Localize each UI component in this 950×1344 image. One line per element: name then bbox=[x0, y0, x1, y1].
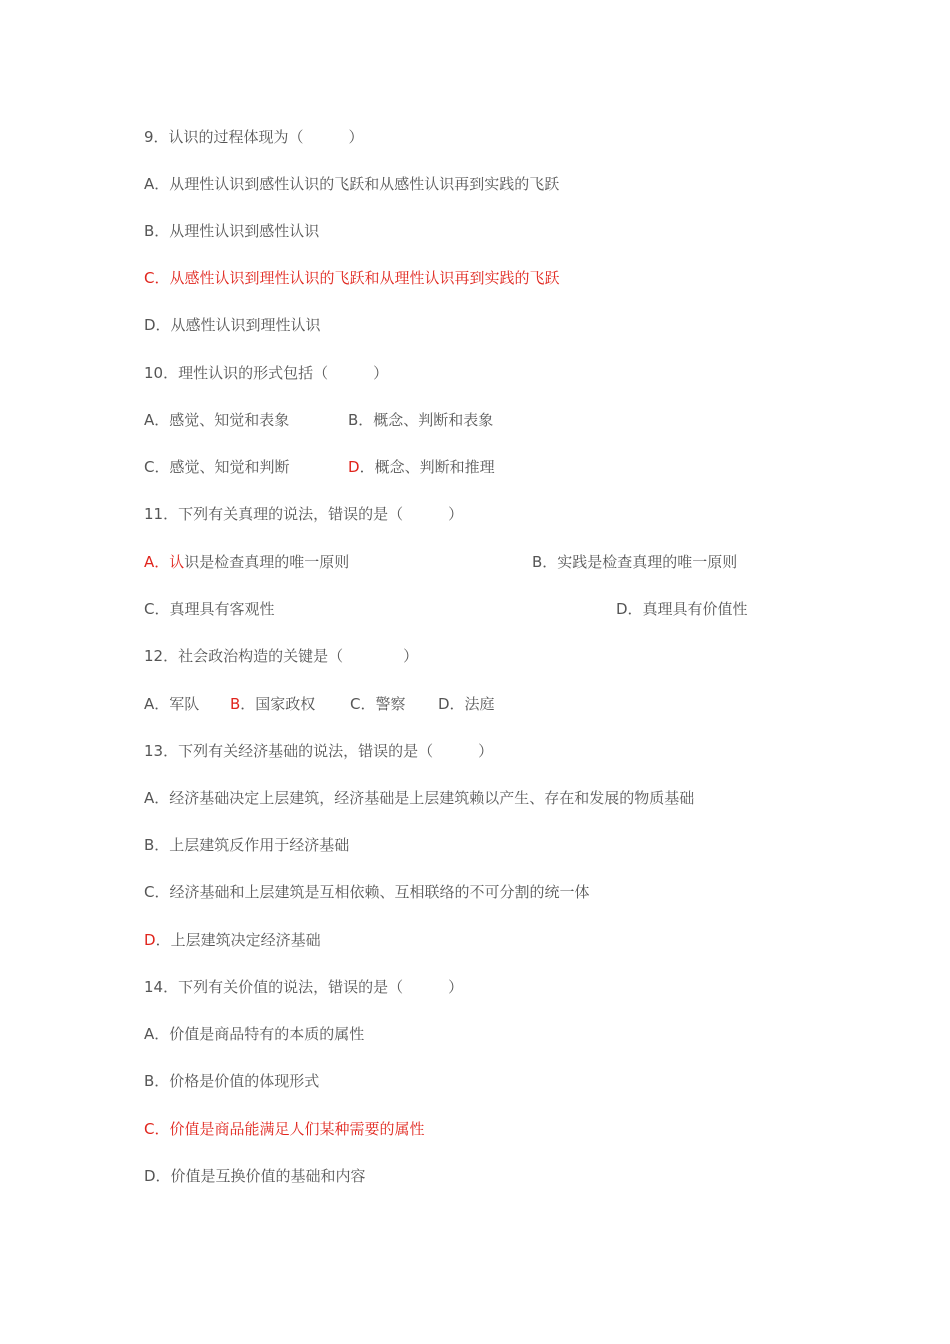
question-14: 14．下列有关价值的说法，错误的是（ ） bbox=[144, 978, 464, 996]
q11-option-b: B．实践是检查真理的唯一原则 bbox=[532, 553, 738, 571]
q14-option-a: A．价值是商品特有的本质的属性 bbox=[144, 1025, 365, 1043]
question-12: 12．社会政治构造的关键是（ ） bbox=[144, 647, 419, 665]
q12-option-c: C．警察 bbox=[350, 695, 406, 713]
question-9: 9．认识的过程体现为（ ） bbox=[144, 128, 364, 146]
q13-option-d bbox=[144, 928, 910, 952]
q9-option-d: D．从感性认识到理性认识 bbox=[144, 316, 321, 334]
q10-option-d bbox=[348, 455, 495, 479]
q11-option-d: D．真理具有价值性 bbox=[616, 600, 748, 618]
question-10: 10．理性认识的形式包括（ ） bbox=[144, 364, 389, 382]
q10-option-d-text: ．概念、判断和推理 bbox=[359, 458, 495, 476]
q11-options-row-2 bbox=[144, 597, 910, 621]
q10-option-a: A．感觉、知觉和表象 bbox=[144, 411, 290, 429]
q12-option-d: D．法庭 bbox=[438, 695, 495, 713]
q11-option-a bbox=[144, 550, 349, 574]
q11-answer-mark: A．认 bbox=[144, 553, 185, 571]
question-13: 13．下列有关经济基础的说法，错误的是（ ） bbox=[144, 742, 494, 760]
q13-option-c: C．经济基础和上层建筑是互相依赖、互相联络的不可分割的统一体 bbox=[144, 883, 590, 901]
q13-answer-mark: D bbox=[144, 931, 156, 949]
q12-option-b bbox=[230, 692, 315, 716]
q13-option-d-text: ．上层建筑决定经济基础 bbox=[155, 931, 321, 949]
q12-answer-mark: B bbox=[230, 695, 241, 713]
q11-options-row-1 bbox=[144, 550, 910, 574]
q13-option-a: A．经济基础决定上层建筑，经济基础是上层建筑赖以产生、存在和发展的物质基础 bbox=[144, 789, 695, 807]
q11-option-c: C．真理具有客观性 bbox=[144, 600, 275, 618]
q10-option-c: C．感觉、知觉和判断 bbox=[144, 458, 290, 476]
q9-option-a: A．从理性认识到感性认识的飞跃和从感性认识再到实践的飞跃 bbox=[144, 175, 560, 193]
q9-option-b: B．从理性认识到感性认识 bbox=[144, 222, 320, 240]
q11-option-a-text: 识是检查真理的唯一原则 bbox=[184, 553, 350, 571]
q14-option-d: D．价值是互换价值的基础和内容 bbox=[144, 1167, 366, 1185]
q13-option-b: B．上层建筑反作用于经济基础 bbox=[144, 836, 350, 854]
q10-options-row-2 bbox=[144, 455, 910, 479]
q12-option-b-text: ．国家政权 bbox=[240, 695, 316, 713]
q12-options-row bbox=[144, 692, 910, 716]
q9-option-c-answer: C．从感性认识到理性认识的飞跃和从理性认识再到实践的飞跃 bbox=[144, 269, 560, 287]
q10-options-row-1 bbox=[144, 408, 910, 432]
q14-option-b: B．价格是价值的体现形式 bbox=[144, 1072, 320, 1090]
q14-option-c-answer: C．价值是商品能满足人们某种需要的属性 bbox=[144, 1120, 425, 1138]
q10-option-b: B．概念、判断和表象 bbox=[348, 411, 494, 429]
question-11: 11．下列有关真理的说法，错误的是（ ） bbox=[144, 505, 464, 523]
q12-option-a: A．军队 bbox=[144, 695, 200, 713]
q10-answer-mark: D bbox=[348, 458, 360, 476]
